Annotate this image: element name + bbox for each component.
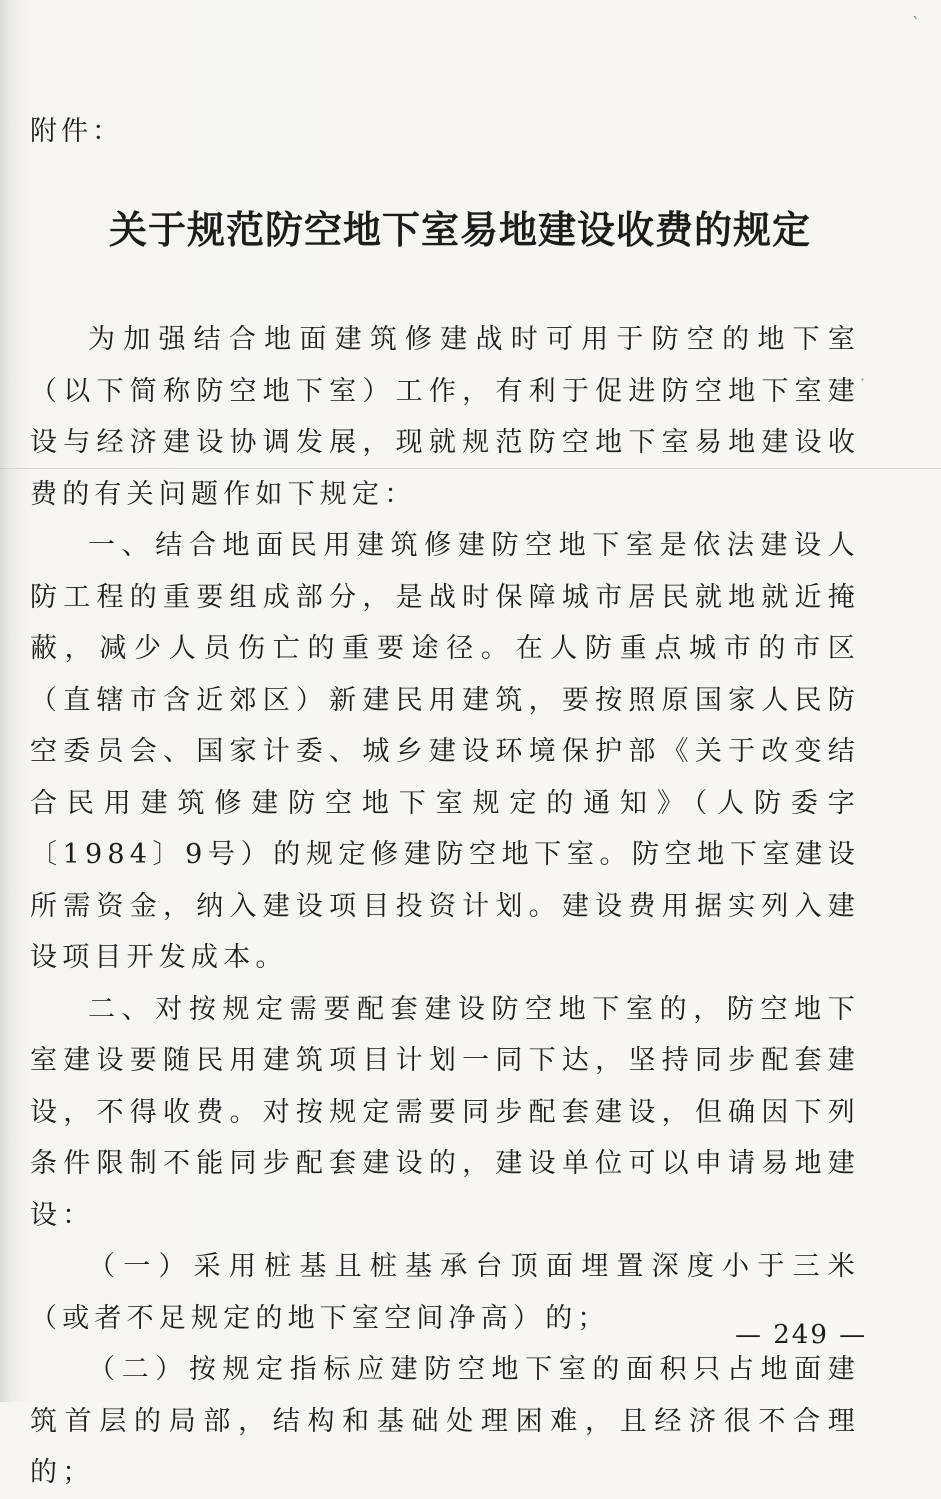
scan-speck: · xyxy=(860,370,866,389)
page-number: — 249 — xyxy=(735,1320,868,1350)
paragraph-subitem-2: （二）按规定指标应建防空地下室的面积只占地面建筑首层的局部，结构和基础处理困难，且经济很不合理的； xyxy=(30,1354,860,1488)
paragraph-item-2: 二、对按规定需要配套建设防空地下室的，防空地下室建设要随民用建筑项目计划一同下达，坚持同步配套建设，不得收费。对按规定需要同步配套建设，但确因下列条件限制不能同步配套建设的，建设单位可以申请易地建设： xyxy=(30,993,860,1231)
document-title: 关于规范防空地下室易地建设收费的规定 xyxy=(108,207,811,252)
scan-speck: ˋ xyxy=(912,14,920,33)
paragraph-item-1: 一、结合地面民用建筑修建防空地下室是依法建设人防工程的重要组成部分，是战时保障城市居民就地就近掩蔽，减少人员伤亡的重要途径。在人防重点城市的市区（直辖市含近郊区）新建民用建筑，要按照原国家人民防空委员会、国家计委、城乡建设环境保护部《关于改变结合民用建筑修建防空地下室规定的通知》（人防委字〔1984〕9号）的规定修建防空地下室。防空地下室建设所需资金，纳入建设项目投资计划。建设费用据实列入建设项目开发成本。 xyxy=(30,530,860,973)
paragraph-subitem-1: （一）采用桩基且桩基承台顶面埋置深度小于三米（或者不足规定的地下室空间净高）的； xyxy=(30,1251,860,1334)
paragraph-intro: 为加强结合地面建筑修建战时可用于防空的地下室（以下简称防空地下室）工作，有利于促进防空地下室建设与经济建设协调发展，现就规范防空地下室易地建设收费的有关问题作如下规定： xyxy=(30,324,860,510)
attachment-label: 附件： xyxy=(30,116,123,147)
